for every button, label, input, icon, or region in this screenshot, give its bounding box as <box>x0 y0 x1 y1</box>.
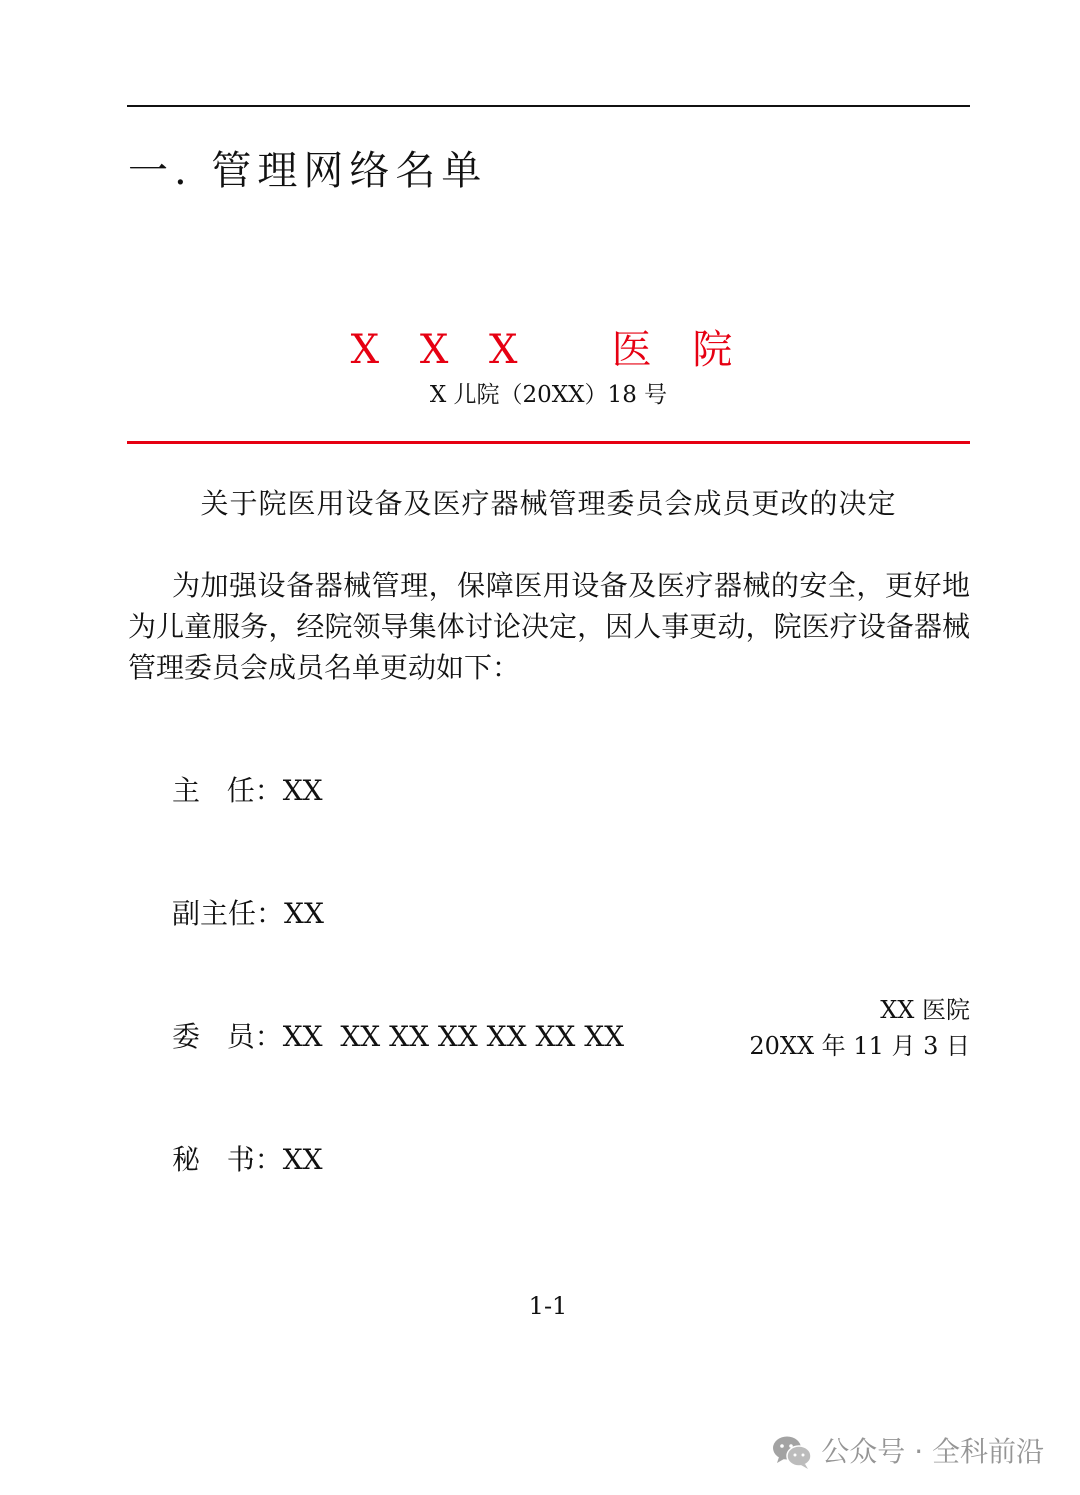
member-role: 委 员： <box>172 1020 283 1053</box>
member-role: 主 任： <box>172 774 283 807</box>
section-heading: 一. 管理网络名单 <box>128 148 488 194</box>
member-row <box>172 1139 624 1180</box>
member-role: 副主任： <box>172 897 285 930</box>
member-names: XX <box>282 1143 323 1176</box>
top-divider <box>127 105 970 107</box>
page-number: 1-1 <box>528 1292 568 1320</box>
member-row <box>172 1016 624 1057</box>
member-names: XX <box>284 897 324 930</box>
member-names: XX <box>282 774 323 807</box>
member-names: XX XX XX XX XX XX XX <box>282 1020 625 1053</box>
letterhead-red-divider <box>127 441 970 444</box>
signature-organization: XX 医院 <box>880 996 970 1024</box>
member-row <box>172 770 624 811</box>
member-role: 秘 书： <box>172 1143 283 1176</box>
member-row <box>172 893 624 934</box>
member-list <box>172 688 624 1221</box>
document-body: 为加强设备器械管理，保障医用设备及医疗器械的安全，更好地为儿童服务，经院领导集体讨论决定，因人事更动，院医疗设备器械管理委员会成员名单更动如下： <box>128 569 970 684</box>
document-number: X 儿院（20XX）18 号 <box>429 382 668 408</box>
wechat-icon <box>771 1434 813 1470</box>
signature-block <box>749 992 970 1064</box>
signature-date: 20XX 年 11 月 3 日 <box>749 1032 970 1060</box>
document-title: 关于院医用设备及医疗器械管理委员会成员更改的决定 <box>200 487 897 520</box>
letterhead-issuer: X X X 医 院 <box>350 327 747 373</box>
watermark-text: 公众号 · 全科前沿 <box>821 1435 1044 1468</box>
watermark <box>771 1432 1044 1472</box>
